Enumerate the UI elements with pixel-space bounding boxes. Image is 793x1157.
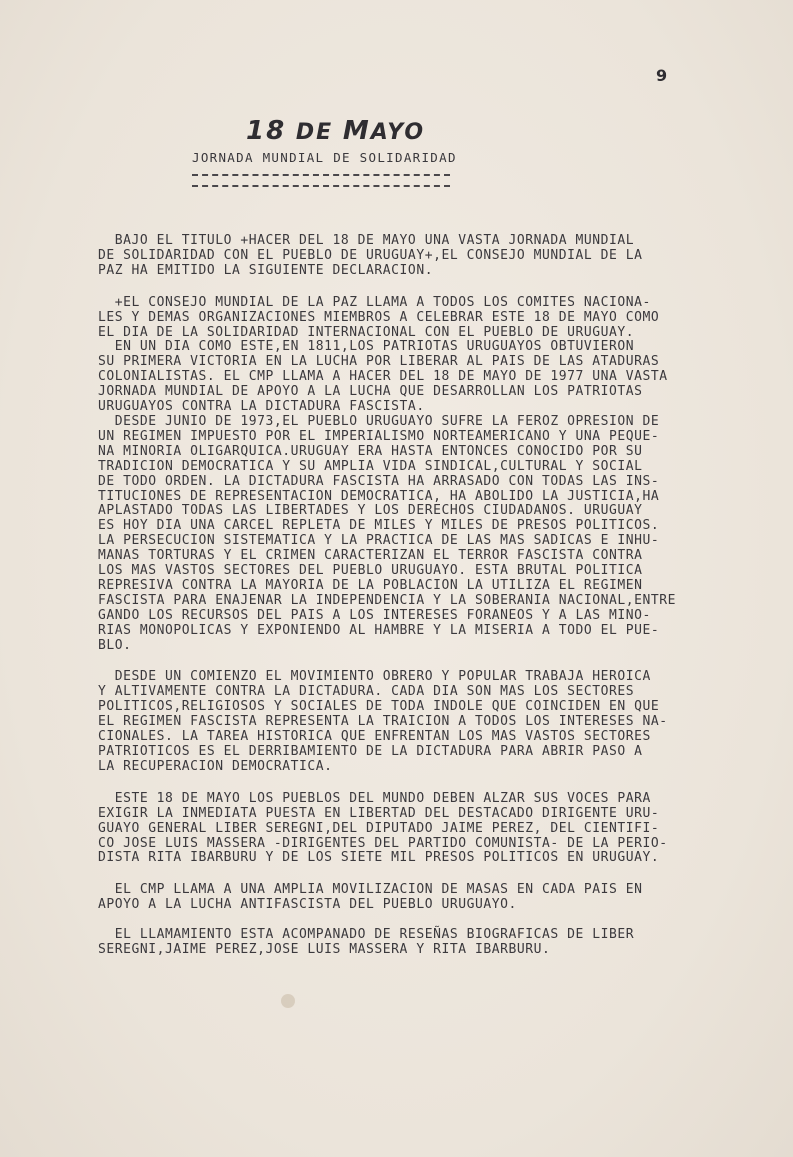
paragraph-gap [98, 279, 698, 296]
text-line: TITUCIONES DE REPRESENTACION DEMOCRATICA, HA ABOLIDO LA JUSTICIA,HA [98, 488, 660, 504]
text-line: LA RECUPERACION DEMOCRATICA. [98, 758, 333, 774]
text-line: LOS MAS VASTOS SECTORES DEL PUEBLO URUGUAYO. ESTA BRUTAL POLITICA [98, 563, 643, 579]
paragraph-movement [98, 670, 698, 774]
paragraph-intro [98, 234, 698, 279]
text-line: RIAS MONOPOLICAS Y EXPONIENDO AL HAMBRE Y LA MISERIA A TODO EL PUE- [98, 622, 660, 638]
text-line: DISTA RITA IBARBURU Y DE LOS SIETE MIL PRESOS POLITICOS EN URUGUAY. [98, 850, 660, 866]
dashed-rule-top [192, 174, 450, 176]
paragraph-call [98, 883, 698, 913]
paragraph-gap [98, 913, 698, 928]
paragraph-demands [98, 792, 698, 867]
text-line: TRADICION DEMOCRATICA Y SU AMPLIA VIDA SINDICAL,CULTURAL Y SOCIAL [98, 458, 643, 474]
text-line: DESDE JUNIO DE 1973,EL PUEBLO URUGUAYO SUFRE LA FEROZ OPRESION DE [98, 413, 660, 429]
text-line: BAJO EL TITULO +HACER DEL 18 DE MAYO UNA VASTA JORNADA MUNDIAL [98, 233, 635, 248]
text-line: EL CMP LLAMA A UNA AMPLIA MOVILIZACION DE MASAS EN CADA PAIS EN [98, 882, 643, 898]
text-line: SU PRIMERA VICTORIA EN LA LUCHA POR LIBERAR AL PAIS DE LAS ATADURAS [98, 354, 660, 370]
text-line: CIONALES. LA TAREA HISTORICA QUE ENFRENTAN LOS MAS VASTOS SECTORES [98, 729, 651, 745]
page-subtitle: JORNADA MUNDIAL DE SOLIDARIDAD [192, 150, 457, 165]
text-line: EXIGIR LA INMEDIATA PUESTA EN LIBERTAD DEL DESTACADO DIRIGENTE URU- [98, 805, 660, 821]
text-line: DE SOLIDARIDAD CON EL PUEBLO DE URUGUAY+,EL CONSEJO MUNDIAL DE LA [98, 247, 643, 263]
text-line: BLO. [98, 637, 132, 653]
text-line: DE TODO ORDEN. LA DICTADURA FASCISTA HA ARRASADO CON TODAS LAS INS- [98, 473, 660, 489]
text-line: GUAYO GENERAL LIBER SEREGNI,DEL DIPUTADO JAIME PEREZ, DEL CIENTIFI- [98, 820, 660, 836]
text-line: EN UN DIA COMO ESTE,EN 1811,LOS PATRIOTAS URUGUAYOS OBTUVIERON [98, 339, 635, 355]
paragraph-biographies [98, 928, 698, 958]
paragraph-declaration [98, 296, 698, 654]
text-line: FASCISTA PARA ENAJENAR LA INDEPENDENCIA Y LA SOBERANIA NACIONAL,ENTRE [98, 592, 676, 608]
text-line: PAZ HA EMITIDO LA SIGUIENTE DECLARACION. [98, 262, 434, 278]
page-title [246, 116, 425, 146]
text-line: EL LLAMAMIENTO ESTA ACOMPANADO DE RESEÑAS BIOGRAFICAS DE LIBER [98, 927, 635, 943]
text-line: COLONIALISTAS. EL CMP LLAMA A HACER DEL 18 DE MAYO DE 1977 UNA VASTA [98, 369, 668, 385]
paragraph-gap [98, 866, 698, 883]
text-line: DESDE UN COMIENZO EL MOVIMIENTO OBRERO Y POPULAR TRABAJA HEROICA [98, 669, 651, 685]
title-initial: M [342, 116, 371, 146]
text-line: ES HOY DIA UNA CARCEL REPLETA DE MILES Y MILES DE PRESOS POLITICOS. [98, 518, 660, 534]
text-line: Y ALTIVAMENTE CONTRA LA DICTADURA. CADA DIA SON MAS LOS SECTORES [98, 684, 635, 700]
text-line: POLITICOS,RELIGIOSOS Y SOCIALES DE TODA INDOLE QUE COINCIDEN EN QUE [98, 699, 660, 715]
text-line: NA MINORIA OLIGARQUICA.URUGUAY ERA HASTA ENTONCES CONOCIDO POR SU [98, 443, 643, 459]
text-line: ESTE 18 DE MAYO LOS PUEBLOS DEL MUNDO DEBEN ALZAR SUS VOCES PARA [98, 790, 651, 806]
text-line: EL DIA DE LA SOLIDARIDAD INTERNACIONAL CON EL PUEBLO DE URUGUAY. [98, 324, 635, 340]
text-line: MANAS TORTURAS Y EL CRIMEN CARACTERIZAN EL TERROR FASCISTA CONTRA [98, 548, 643, 564]
paragraph-gap [98, 653, 698, 670]
text-line: LES Y DEMAS ORGANIZACIONES MIEMBROS A CELEBRAR ESTE 18 DE MAYO COMO [98, 309, 660, 325]
text-line: EL REGIMEN FASCISTA REPRESENTA LA TRAICION A TODOS LOS INTERESES NA- [98, 714, 668, 730]
title-number: 18 [246, 116, 287, 146]
text-line: CO JOSE LUIS MASSERA -DIRIGENTES DEL PARTIDO COMUNISTA- DE LA PERIO- [98, 835, 668, 851]
text-line: APLASTADO TODAS LAS LIBERTADES Y LOS DERECHOS CIUDADANOS. URUGUAY [98, 503, 643, 519]
text-line: +EL CONSEJO MUNDIAL DE LA PAZ LLAMA A TODOS LOS COMITES NACIONA- [98, 294, 651, 310]
paragraph-gap [98, 775, 698, 792]
text-line: APOYO A LA LUCHA ANTIFASCISTA DEL PUEBLO URUGUAYO. [98, 897, 517, 913]
title-de: DE [295, 120, 334, 145]
text-line: PATRIOTICOS ES EL DERRIBAMIENTO DE LA DICTADURA PARA ABRIR PASO A [98, 744, 643, 759]
paper-stain [281, 994, 295, 1008]
text-line: LA PERSECUCION SISTEMATICA Y LA PRACTICA DE LAS MAS SADICAS E INHU- [98, 533, 660, 549]
text-line: GANDO LOS RECURSOS DEL PAIS A LOS INTERESES FORANEOS Y A LAS MINO- [98, 607, 651, 623]
text-line: REPRESIVA CONTRA LA MAYORIA DE LA POBLACION LA UTILIZA EL REGIMEN [98, 577, 643, 593]
title-rest: AYO [370, 120, 426, 145]
text-line: JORNADA MUNDIAL DE APOYO A LA LUCHA QUE DESARROLLAN LOS PATRIOTAS [98, 384, 643, 400]
dashed-rule-bottom [192, 185, 450, 187]
page-number: 9 [656, 66, 668, 85]
text-line: UN REGIMEN IMPUESTO POR EL IMPERIALISMO NORTEAMERICANO Y UNA PEQUE- [98, 428, 660, 444]
text-line: SEREGNI,JAIME PEREZ,JOSE LUIS MASSERA Y RITA IBARBURU. [98, 942, 551, 958]
text-line: URUGUAYOS CONTRA LA DICTADURA FASCISTA. [98, 399, 425, 415]
document-body [98, 234, 698, 958]
